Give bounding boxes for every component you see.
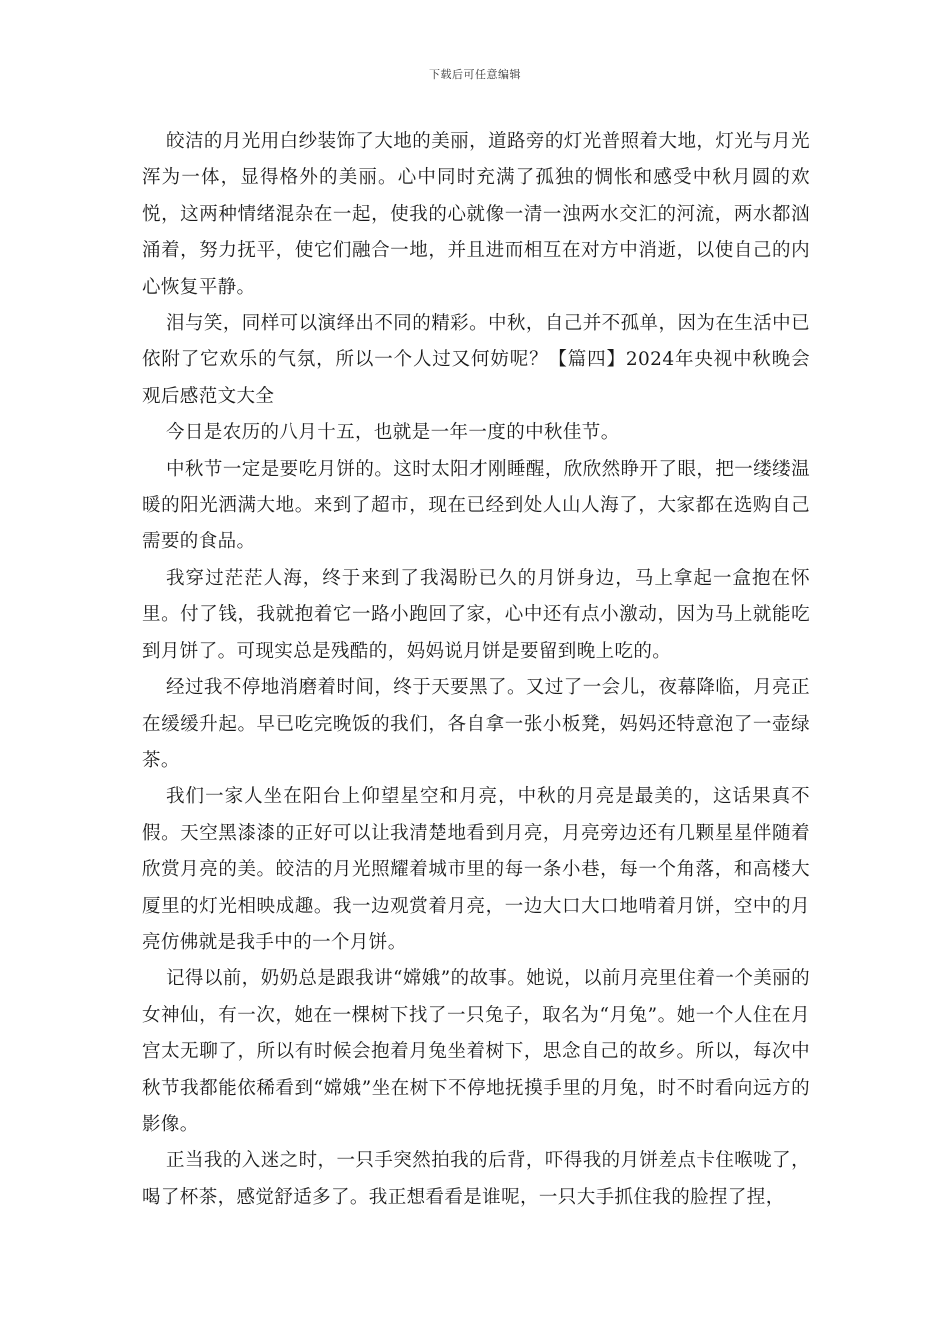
paragraph: 中秋节一定是要吃月饼的。这时太阳才刚睡醒，欣欣然睁开了眼，把一缕缕温暖的阳光洒满大地。来到了超市，现在已经到处人山人海了，大家都在选购自己需要的食品。 xyxy=(142,458,810,553)
paragraph: 今日是农历的八月十五，也就是一年一度的中秋佳节。 xyxy=(166,422,620,444)
paragraph: 泪与笑，同样可以演绎出不同的精彩。中秋，自己并不孤单，因为在生活中已依附了它欢乐的气氛，所以一个人过又何妨呢？【篇四】2024年央视中秋晚会观后感范文大全 xyxy=(142,313,810,407)
paragraph: 记得以前，奶奶总是跟我讲“嫦娥”的故事。她说，以前月亮里住着一个美丽的女神仙，有一次，她在一棵树下找了一只兔子，取名为“月兔”。她一个人住在月宫太无聊了，所以有时候会抱着月兔坐着树下，思念自己的故乡。所以，每次中秋节我都能依稀看到“嫦娥”坐在树下不停地抚摸手里的月兔，时不时看向远方的影像。 xyxy=(142,968,810,1135)
page-header: 下载后可任意编辑 xyxy=(429,68,521,81)
document-body xyxy=(142,124,810,1216)
paragraph: 我穿过茫茫人海，终于来到了我渴盼已久的月饼身边，马上拿起一盒抱在怀里。付了钱，我就抱着它一路小跑回了家，心中还有点小激动，因为马上就能吃到月饼了。可现实总是残酷的，妈妈说月饼是要留到晚上吃的。 xyxy=(142,567,810,662)
paragraph: 经过我不停地消磨着时间，终于天要黑了。又过了一会儿，夜幕降临，月亮正在缓缓升起。早已吃完晚饭的我们，各自拿一张小板凳，妈妈还特意泡了一壶绿茶。 xyxy=(142,677,810,771)
paragraph: 皎洁的月光用白纱装饰了大地的美丽，道路旁的灯光普照着大地，灯光与月光浑为一体，显得格外的美丽。心中同时充满了孤独的惆怅和感受中秋月圆的欢悦，这两种情绪混杂在一起，使我的心就像一清一浊两水交汇的河流，两水都汹涌着，努力抚平，使它们融合一地，并且进而相互在对方中消逝，以使自己的内心恢复平静。 xyxy=(142,131,810,298)
paragraph: 我们一家人坐在阳台上仰望星空和月亮，中秋的月亮是最美的，这话果真不假。天空黑漆漆的正好可以让我清楚地看到月亮，月亮旁边还有几颗星星伴随着欣赏月亮的美。皎洁的月光照耀着城市里的每一条小巷，每一个角落，和高楼大厦里的灯光相映成趣。我一边观赏着月亮，一边大口大口地啃着月饼，空中的月亮仿佛就是我手中的一个月饼。 xyxy=(142,786,810,953)
paragraph: 正当我的入迷之时，一只手突然拍我的后背，吓得我的月饼差点卡住喉咙了，喝了杯茶，感觉舒适多了。我正想看看是谁呢，一只大手抓住我的脸捏了捏， xyxy=(142,1150,810,1208)
